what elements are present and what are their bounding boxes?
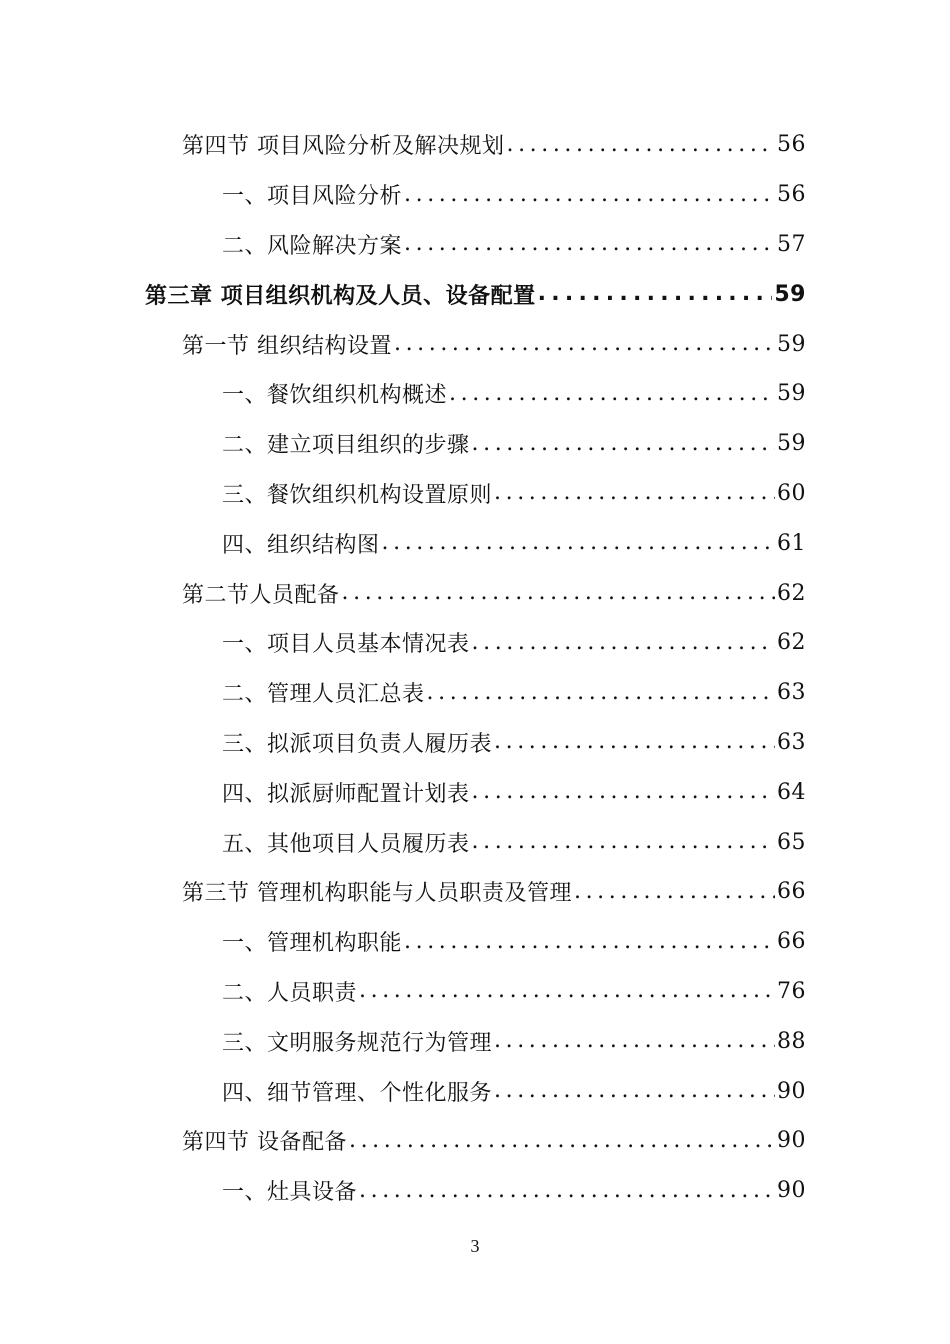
toc-entry-page: 62 xyxy=(777,630,806,656)
toc-entry[interactable] xyxy=(0,917,950,967)
toc-dot-leader xyxy=(449,383,775,419)
toc-dot-leader xyxy=(494,482,775,518)
toc-entry-title: 一、管理机构职能 xyxy=(222,931,403,957)
toc-entry-page: 90 xyxy=(777,1128,806,1154)
toc-entry[interactable] xyxy=(0,867,950,917)
toc-entry[interactable] xyxy=(0,419,950,469)
toc-entry[interactable] xyxy=(0,369,950,419)
toc-entry-title: 一、项目人员基本情况表 xyxy=(222,632,470,658)
toc-chapter-entry[interactable] xyxy=(0,269,950,319)
toc-entry-page: 66 xyxy=(777,879,806,905)
toc-entry[interactable] xyxy=(0,618,950,668)
toc-entry[interactable] xyxy=(0,1166,950,1216)
toc-entry-page: 59 xyxy=(777,331,806,357)
toc-entry-title: 四、细节管理、个性化服务 xyxy=(222,1080,493,1106)
toc-entry[interactable] xyxy=(0,1116,950,1166)
toc-dot-leader xyxy=(342,582,775,618)
toc-entry-title: 第四节 项目风险分析及解决规划 xyxy=(182,134,505,160)
toc-dot-leader xyxy=(404,931,775,967)
toc-entry-page: 65 xyxy=(777,829,806,855)
toc-dot-leader xyxy=(538,283,773,319)
toc-dot-leader xyxy=(404,233,775,269)
toc-dot-leader xyxy=(427,682,775,718)
toc-entry[interactable] xyxy=(0,568,950,618)
toc-entry-title: 二、人员职责 xyxy=(222,980,358,1006)
toc-entry-page: 90 xyxy=(777,1078,806,1104)
toc-entry[interactable] xyxy=(0,668,950,718)
toc-entry[interactable] xyxy=(0,767,950,817)
toc-dot-leader xyxy=(404,184,775,220)
toc-dot-leader xyxy=(494,731,775,767)
toc-entry-page: 88 xyxy=(777,1028,806,1054)
toc-entry-page: 63 xyxy=(777,680,806,706)
toc-dot-leader xyxy=(494,1080,775,1116)
toc-entry-title: 第三章 项目组织机构及人员、设备配置 xyxy=(145,283,536,309)
toc-entry-page: 56 xyxy=(777,182,806,208)
toc-entry-page: 62 xyxy=(777,580,806,606)
toc-dot-leader xyxy=(507,134,776,170)
toc-entry-page: 57 xyxy=(777,231,806,257)
toc-entry-title: 二、建立项目组织的步骤 xyxy=(222,433,470,459)
toc-dot-leader xyxy=(472,632,775,668)
toc-entry-title: 第二节人员配备 xyxy=(182,582,340,608)
toc-dot-leader xyxy=(359,1180,775,1216)
toc-entry-page: 90 xyxy=(777,1178,806,1204)
toc-entry[interactable] xyxy=(0,718,950,768)
toc-dot-leader xyxy=(359,980,775,1016)
toc-entry-title: 三、文明服务规范行为管理 xyxy=(222,1030,493,1056)
toc-entry-title: 第一节 组织结构设置 xyxy=(182,333,392,359)
toc-entry-page: 63 xyxy=(777,729,806,755)
toc-entry-title: 第三节 管理机构职能与人员职责及管理 xyxy=(182,881,572,907)
toc-dot-leader xyxy=(394,333,775,369)
toc-entry-title: 二、管理人员汇总表 xyxy=(222,682,425,708)
toc-entry-page: 59 xyxy=(777,431,806,457)
toc-entry[interactable] xyxy=(0,469,950,519)
toc-entry-page: 66 xyxy=(777,929,806,955)
toc-entry-page: 61 xyxy=(777,530,806,556)
toc-entry-page: 76 xyxy=(777,978,806,1004)
toc-dot-leader xyxy=(574,881,775,917)
table-of-contents xyxy=(0,120,950,1216)
toc-entry-title: 三、餐饮组织机构设置原则 xyxy=(222,482,493,508)
toc-entry-title: 第四节 设备配备 xyxy=(182,1130,347,1156)
page-number: 3 xyxy=(470,1236,480,1256)
toc-entry-page: 60 xyxy=(777,480,806,506)
toc-dot-leader xyxy=(382,532,775,568)
toc-entry-page: 64 xyxy=(777,779,806,805)
toc-entry-title: 一、灶具设备 xyxy=(222,1180,358,1206)
toc-dot-leader xyxy=(349,1130,775,1166)
toc-entry[interactable] xyxy=(0,967,950,1017)
toc-entry-page: 59 xyxy=(774,281,806,307)
toc-entry-page: 59 xyxy=(777,381,806,407)
toc-entry[interactable] xyxy=(0,220,950,270)
toc-dot-leader xyxy=(472,831,775,867)
toc-entry[interactable] xyxy=(0,518,950,568)
toc-entry[interactable] xyxy=(0,120,950,170)
toc-dot-leader xyxy=(472,433,775,469)
toc-entry[interactable] xyxy=(0,170,950,220)
toc-entry-title: 四、组织结构图 xyxy=(222,532,380,558)
toc-entry-title: 一、餐饮组织机构概述 xyxy=(222,383,448,409)
toc-entry-page: 56 xyxy=(777,132,806,158)
toc-entry-title: 一、项目风险分析 xyxy=(222,184,403,210)
toc-entry[interactable] xyxy=(0,817,950,867)
toc-entry-title: 五、其他项目人员履历表 xyxy=(222,831,470,857)
toc-dot-leader xyxy=(494,1030,775,1066)
toc-entry-title: 四、拟派厨师配置计划表 xyxy=(222,781,470,807)
toc-dot-leader xyxy=(472,781,775,817)
toc-entry[interactable] xyxy=(0,1016,950,1066)
toc-entry[interactable] xyxy=(0,1066,950,1116)
toc-entry[interactable] xyxy=(0,319,950,369)
toc-entry-title: 二、风险解决方案 xyxy=(222,233,403,259)
toc-entry-title: 三、拟派项目负责人履历表 xyxy=(222,731,493,757)
